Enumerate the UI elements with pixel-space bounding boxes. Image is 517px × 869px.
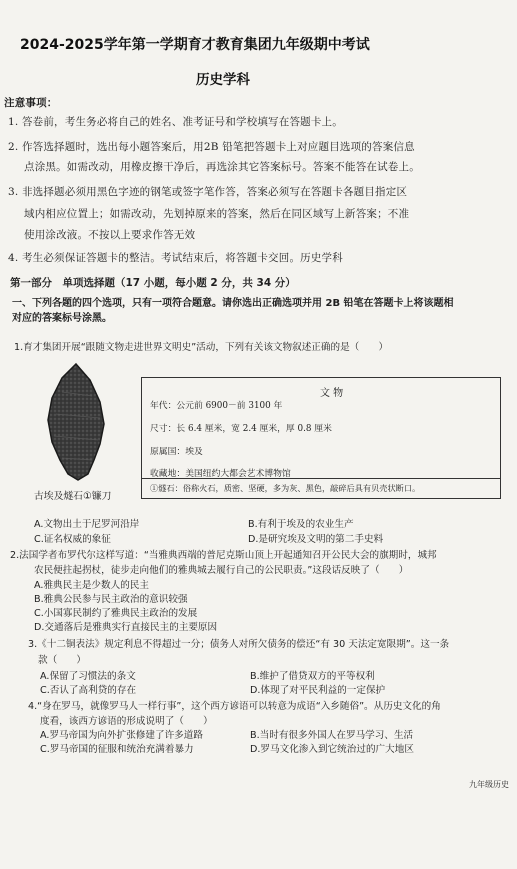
exam-title: 2024-2025学年第一学期育才教育集团九年级期中考试 (20, 37, 370, 53)
q2-stem-line-2: 农民便拄起拐杖，徒步走向他们的雅典城去履行自己的公民职责。”这段话反映了（ ） (34, 565, 409, 576)
box-collection: 收藏地：美国纽约大都会艺术博物馆 (150, 469, 291, 479)
note-line-2: 2. 作答选择题时，选出每小题答案后，用2B 铅笔把答题卡上对应题目选项的答案信息 (8, 141, 415, 153)
q1-option-a: A.文物出土于尼罗河沿岸 (34, 519, 140, 530)
q1-option-b: B.有利于埃及的农业生产 (248, 519, 354, 530)
box-era: 年代：公元前 6900－前 3100 年 (150, 401, 283, 411)
q2-option-a: A.雅典民主是少数人的民主 (34, 580, 149, 591)
q1-option-d: D.是研究埃及文明的第二手史料 (248, 534, 384, 545)
note-line-5: 域内相应位置上；如需改动，先划掉原来的答案，然后在同区域写上新答案；不准 (24, 208, 410, 220)
box-size: 尺寸：长 6.4 厘米，宽 2.4 厘米，厚 0.8 厘米 (150, 424, 332, 434)
subject-title: 历史学科 (196, 72, 250, 88)
note-line-3: 点涂黑。如需改动，用橡皮擦干净后，再选涂其它答案标号。答案不能答在试卷上。 (24, 161, 420, 173)
q1-stem: 1.育才集团开展“跟随文物走进世界文明史”活动，下列有关该文物叙述正确的是（ ） (14, 342, 389, 353)
q4-option-a: A.罗马帝国为向外扩张修建了许多道路 (40, 730, 203, 741)
box-origin: 原属国：埃及 (150, 447, 203, 457)
box-title: 文 物 (320, 388, 344, 399)
note-line-7: 4. 考生必须保证答题卡的整洁。考试结束后，将答题卡交回。历史学科 (8, 252, 343, 264)
q4-option-c: C.罗马帝国的征服和统治充满着暴力 (40, 744, 194, 755)
q3-option-c: C.否认了高利贷的存在 (40, 685, 137, 696)
q4-option-b: B.当时有很多外国人在罗马学习、生活 (250, 730, 414, 741)
q3-option-a: A.保留了习惯法的条文 (40, 671, 136, 682)
part1-heading: 第一部分 单项选择题（17 小题，每小题 2 分，共 34 分） (10, 277, 296, 289)
q3-stem-line-1: 3.《十二铜表法》规定利息不得超过一分；债务人对所欠债务的偿还“有 30 天法定宽限期”。这一条 (28, 639, 450, 650)
notes-heading: 注意事项： (4, 97, 58, 109)
image-caption: 古埃及燧石①镰刀 (34, 491, 112, 502)
q4-stem-line-2: 度看，该西方谚语的形成说明了（ ） (40, 716, 213, 727)
artifact-info-box (141, 377, 501, 499)
q2-stem-line-1: 2.法国学者布罗代尔这样写道：“当雅典西端的普尼克斯山顶上开起通知召开公民大会的旗期时，城邦 (10, 550, 437, 561)
q2-option-d: D.交通落后是雅典实行直接民主的主要原因 (34, 622, 218, 633)
q3-option-d: D.体现了对平民利益的一定保护 (250, 685, 386, 696)
part1-instruction-2: 对应的答案标号涂黑。 (12, 313, 112, 324)
note-line-6: 使用涂改液。不按以上要求作答无效 (24, 229, 196, 241)
box-note: ①燧石：俗称火石，质密、坚硬，多为灰、黑色，敲碎后具有贝壳状断口。 (150, 483, 421, 493)
q4-option-d: D.罗马文化渗入到它统治过的广大地区 (250, 744, 414, 755)
note-line-4: 3. 非选择题必须用黑色字迹的钢笔或签字笔作答，答案必须写在答题卡各题目指定区 (8, 186, 408, 198)
part1-instruction-1: 一、下列各题的四个选项，只有一项符合题意。请你选出正确选项并用 2B 铅笔在答题卡上将该题相 (12, 298, 454, 309)
q1-option-c: C.证名权威的象征 (34, 534, 111, 545)
q3-option-b: B.维护了借贷双方的平等权利 (250, 671, 375, 682)
note-line-1: 1. 答卷前，考生务必将自己的姓名、准考证号和学校填写在答题卡上。 (8, 116, 343, 128)
flint-sickle-image (38, 362, 118, 482)
q2-option-b: B.雅典公民参与民主政治的意识较强 (34, 594, 188, 605)
footer-tag: 九年级历史 (469, 780, 509, 789)
q3-stem-line-2: 款（ ） (38, 655, 86, 666)
q2-option-c: C.小国寡民制约了雅典民主政治的发展 (34, 608, 198, 619)
q4-stem-line-1: 4.“身在罗马，就像罗马人一样行事”，这个西方谚语可以转意为成语“入乡随俗”。从历史文化的角 (28, 701, 441, 712)
